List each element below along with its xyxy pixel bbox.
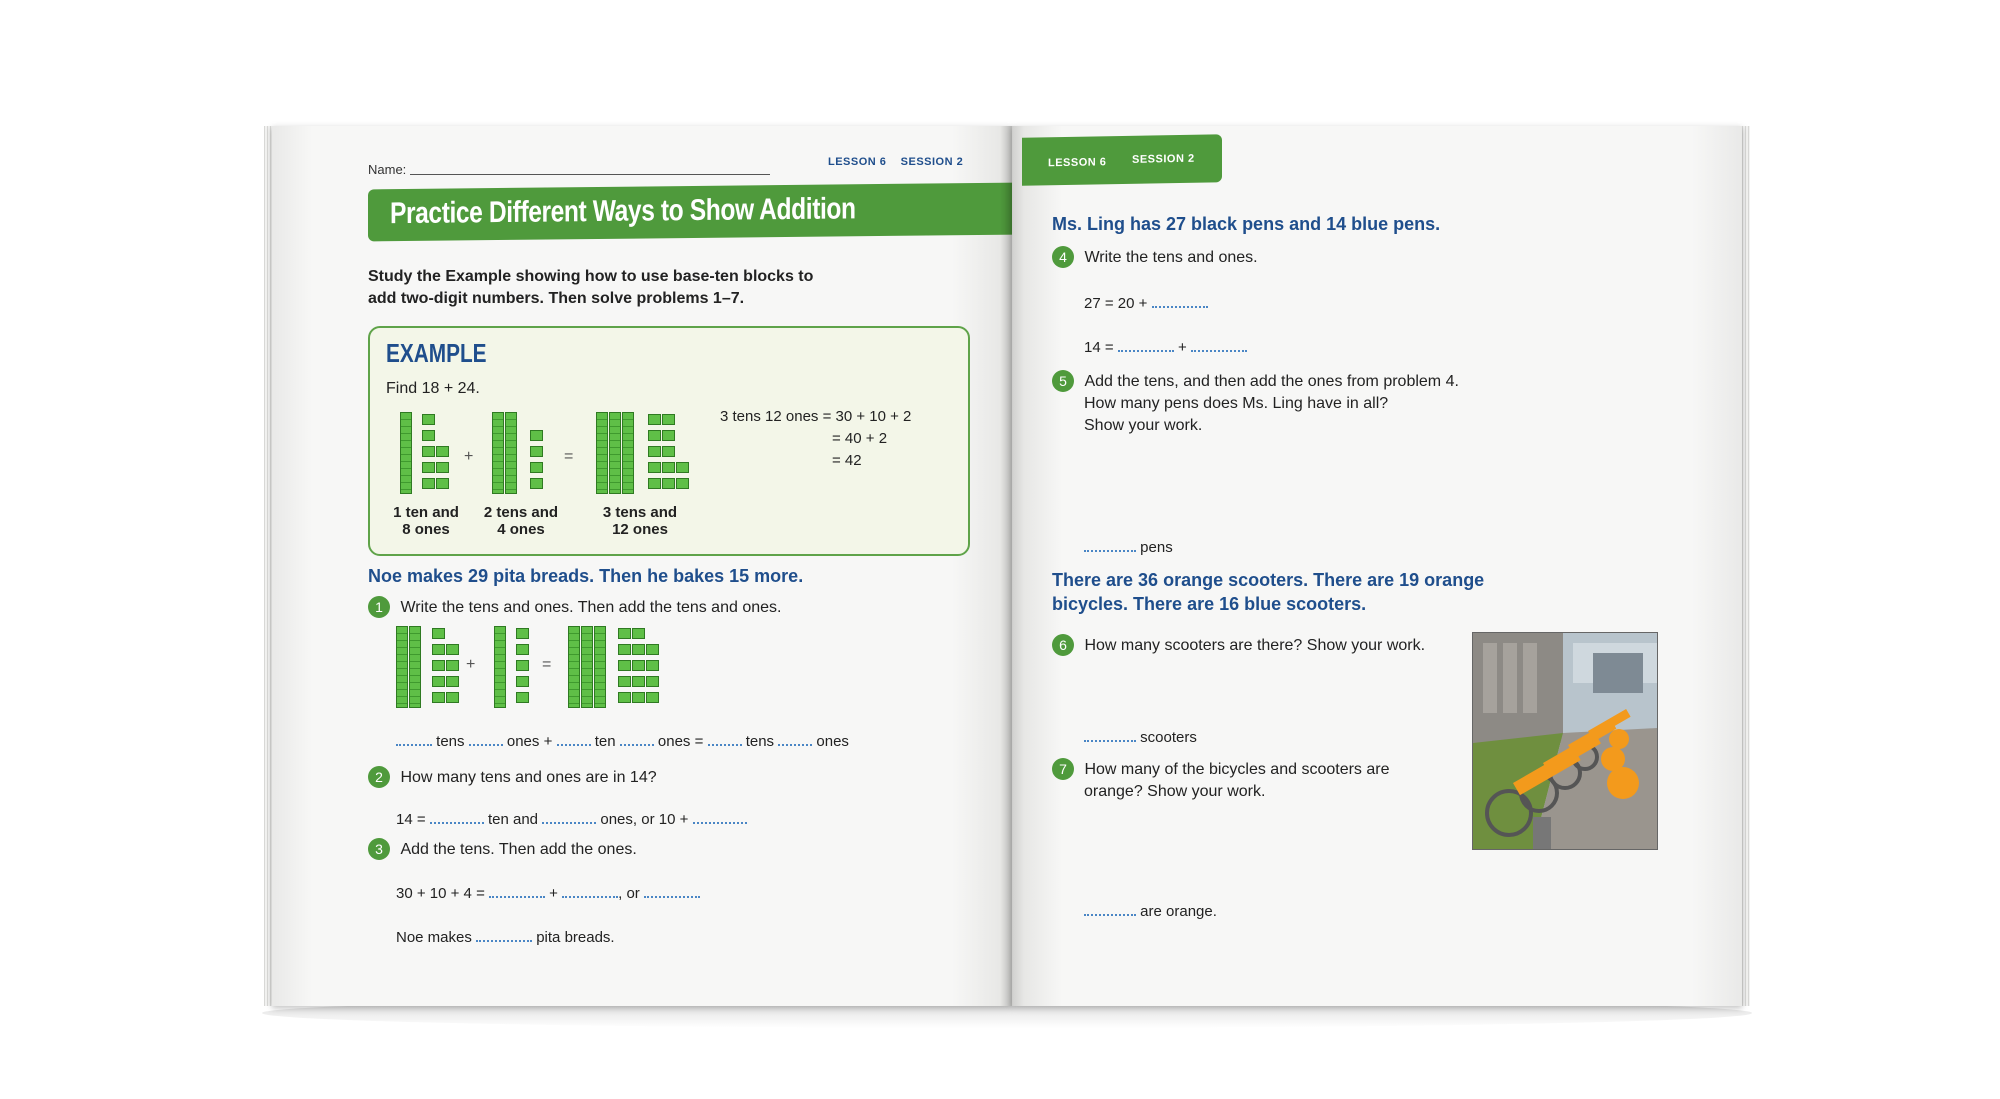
question-4-answer-line-1 [1084, 292, 1208, 312]
one-cube [632, 692, 645, 703]
ten-rod [581, 626, 593, 708]
one-cube [648, 462, 661, 473]
question-4 [1052, 246, 1258, 268]
question-1-answer-line [396, 730, 849, 750]
story-ms-ling: Ms. Ling has 27 black pens and 14 blue pens. [1052, 214, 1441, 234]
lesson-label: LESSON 6 [828, 156, 887, 168]
intro-text [368, 266, 813, 310]
one-cube [432, 644, 445, 655]
answer-blank[interactable] [557, 730, 591, 746]
one-cube [530, 478, 543, 489]
answer-word: tens [745, 733, 775, 750]
one-cube [432, 660, 445, 671]
answer-word: , or [618, 885, 640, 902]
one-cube [516, 644, 529, 655]
caption-3-tens-12-ones [592, 504, 688, 538]
name-line [410, 158, 770, 175]
answer-blank[interactable] [1084, 536, 1136, 552]
one-cube [516, 628, 529, 639]
answer-word: ones = [657, 733, 704, 750]
question-3-answer-line-1 [396, 882, 700, 902]
ten-rod [409, 626, 421, 708]
ten-rod [400, 412, 412, 494]
one-cube [422, 414, 435, 425]
one-cube [436, 478, 449, 489]
one-cube [446, 676, 459, 687]
answer-blank[interactable] [469, 730, 503, 746]
one-cube [436, 446, 449, 457]
one-cube [618, 628, 631, 639]
one-cube [662, 478, 675, 489]
answer-word: 14 = [396, 811, 426, 828]
bike-share-photo [1472, 632, 1658, 850]
one-cube [646, 676, 659, 687]
one-cube [632, 660, 645, 671]
equals-sign: = [542, 656, 552, 673]
left-lesson-header [828, 156, 963, 168]
one-cube [646, 660, 659, 671]
question-text-line: How many of the bicycles and scooters are [1084, 761, 1390, 778]
question-number: 2 [368, 766, 390, 788]
one-cube [530, 462, 543, 473]
answer-blank[interactable] [1084, 726, 1136, 742]
one-cube [422, 430, 435, 441]
one-cube [632, 628, 645, 639]
answer-blank[interactable] [430, 808, 484, 824]
ten-rod [494, 626, 506, 708]
one-cube [516, 692, 529, 703]
answer-word: tens [436, 733, 465, 750]
equation-line: = 42 [832, 452, 862, 469]
question-text: Add the tens. Then add the ones. [400, 841, 637, 858]
one-cube [530, 430, 543, 441]
left-page [272, 126, 1012, 1006]
answer-word: + [549, 885, 558, 902]
answer-blank[interactable] [1084, 900, 1136, 916]
one-cube [422, 446, 435, 457]
answer-blank[interactable] [396, 730, 432, 746]
one-cube [632, 676, 645, 687]
one-cube [648, 478, 661, 489]
ten-rod [596, 412, 608, 494]
caption-line: 4 ones [497, 521, 545, 538]
right-page [1012, 126, 1742, 1006]
answer-blank[interactable] [1152, 292, 1208, 308]
example-box [368, 326, 970, 556]
answer-word: 30 + 10 + 4 = [396, 885, 485, 902]
caption-line: 1 ten and [393, 504, 459, 521]
open-workbook [272, 118, 1742, 1023]
one-cube [648, 446, 661, 457]
question-number: 5 [1052, 370, 1074, 392]
answer-word: scooters [1140, 729, 1197, 746]
one-cube [662, 430, 675, 441]
answer-word: 14 = [1084, 339, 1114, 356]
one-cube [516, 676, 529, 687]
question-number: 4 [1052, 246, 1074, 268]
question-5-answer [1084, 536, 1173, 556]
one-cube [618, 692, 631, 703]
title-banner [368, 183, 1016, 242]
one-cube [422, 462, 435, 473]
one-cube [432, 692, 445, 703]
one-cube [436, 462, 449, 473]
question-text: Write the tens and ones. [1084, 249, 1258, 266]
question-4-answer-line-2 [1084, 336, 1247, 356]
answer-blank[interactable] [708, 730, 742, 746]
answer-word: pita breads. [536, 929, 615, 946]
one-cube [648, 414, 661, 425]
answer-blank[interactable] [1191, 336, 1247, 352]
answer-blank[interactable] [644, 882, 700, 898]
equation-line: = 40 + 2 [832, 430, 888, 447]
caption-line: 3 tens and [602, 504, 678, 521]
one-cube [618, 644, 631, 655]
one-cube [446, 644, 459, 655]
one-cube [676, 462, 689, 473]
question-3-answer-line-2 [396, 926, 615, 946]
question-text-line: How many pens does Ms. Ling have in all? [1084, 395, 1389, 412]
question-6-answer [1084, 726, 1197, 746]
question-text-line: Add the tens, and then add the ones from problem 4. [1084, 373, 1459, 390]
one-cube [662, 446, 675, 457]
question-6 [1052, 634, 1425, 656]
caption-24 [476, 504, 566, 538]
ten-rod [505, 412, 517, 494]
answer-blank[interactable] [542, 808, 596, 824]
story-noe: Noe makes 29 pita breads. Then he bakes 15 more. [368, 566, 804, 586]
question-1 [368, 596, 781, 618]
caption-18 [386, 504, 466, 538]
one-cube [646, 644, 659, 655]
caption-line: 12 ones [612, 521, 668, 538]
intro-line-2: add two-digit numbers. Then solve problems 1–7. [368, 290, 745, 307]
question-7 [1052, 758, 1389, 803]
question-text: How many tens and ones are in 14? [400, 769, 657, 786]
lesson-tab [1022, 134, 1222, 185]
answer-word: ten and [487, 811, 539, 828]
question-text-line: orange? Show your work. [1084, 783, 1266, 800]
one-cube [648, 430, 661, 441]
one-cube [432, 676, 445, 687]
answer-word: 27 = 20 + [1084, 295, 1148, 312]
story-line: There are 36 orange scooters. There are 19 orange [1052, 570, 1485, 590]
example-equations [720, 406, 911, 472]
question-number: 1 [368, 596, 390, 618]
one-cube [618, 660, 631, 671]
plus-sign: + [464, 448, 474, 465]
story-scooters [1052, 568, 1484, 616]
question-text-line: Show your work. [1084, 417, 1203, 434]
page-title: Practice Different Ways to Show Addition [390, 192, 856, 231]
answer-word: ones + [506, 733, 553, 750]
one-cube [530, 446, 543, 457]
session-label: SESSION 2 [1132, 152, 1195, 166]
caption-line: 2 tens and [483, 504, 559, 521]
question-7-answer [1084, 900, 1217, 920]
caption-line: 8 ones [402, 521, 450, 538]
example-prompt: Find 18 + 24. [386, 380, 480, 397]
answer-word: ten [594, 733, 616, 750]
one-cube [676, 478, 689, 489]
answer-word: Noe makes [396, 929, 472, 946]
bike-share-photo-image [1473, 633, 1657, 849]
one-cube [662, 462, 675, 473]
answer-blank[interactable] [778, 730, 812, 746]
example-heading: EXAMPLE [386, 338, 487, 368]
intro-line-1: Study the Example showing how to use base-ten blocks to [368, 268, 814, 285]
one-cube [646, 692, 659, 703]
one-cube [446, 660, 459, 671]
question-text: Write the tens and ones. Then add the tens and ones. [400, 599, 782, 616]
name-label: Name: [368, 162, 407, 177]
ten-rod [568, 626, 580, 708]
ten-rod [396, 626, 408, 708]
story-line: bicycles. There are 16 blue scooters. [1052, 594, 1367, 614]
question-text: How many scooters are there? Show your work. [1084, 637, 1426, 654]
question-2 [368, 766, 657, 788]
question-5 [1052, 370, 1459, 437]
answer-blank[interactable] [476, 926, 532, 942]
answer-word: ones [816, 733, 849, 750]
equation-line: 3 tens 12 ones = 30 + 10 + 2 [720, 408, 912, 425]
one-cube [632, 644, 645, 655]
lesson-label: LESSON 6 [1048, 156, 1107, 170]
one-cube [516, 660, 529, 671]
answer-blank[interactable] [693, 808, 747, 824]
answer-word: pens [1140, 539, 1173, 556]
one-cube [446, 692, 459, 703]
ten-rod [594, 626, 606, 708]
question-number: 6 [1052, 634, 1074, 656]
ten-rod [622, 412, 634, 494]
answer-blank[interactable] [620, 730, 654, 746]
ten-rod [492, 412, 504, 494]
answer-blank[interactable] [489, 882, 545, 898]
one-cube [422, 478, 435, 489]
answer-word: are orange. [1140, 903, 1217, 920]
answer-word: + [1177, 339, 1187, 356]
equals-sign: = [564, 448, 574, 465]
answer-blank[interactable] [1118, 336, 1174, 352]
one-cube [618, 676, 631, 687]
one-cube [432, 628, 445, 639]
question-2-answer-line [396, 808, 747, 828]
session-label: SESSION 2 [900, 156, 964, 168]
one-cube [662, 414, 675, 425]
question-3 [368, 838, 637, 860]
answer-blank[interactable] [562, 882, 618, 898]
plus-sign: + [466, 656, 476, 673]
question-number: 3 [368, 838, 390, 860]
ten-rod [609, 412, 621, 494]
answer-word: ones, or 10 + [600, 811, 689, 828]
book-spine-gutter [1000, 126, 1024, 1006]
question-number: 7 [1052, 758, 1074, 780]
